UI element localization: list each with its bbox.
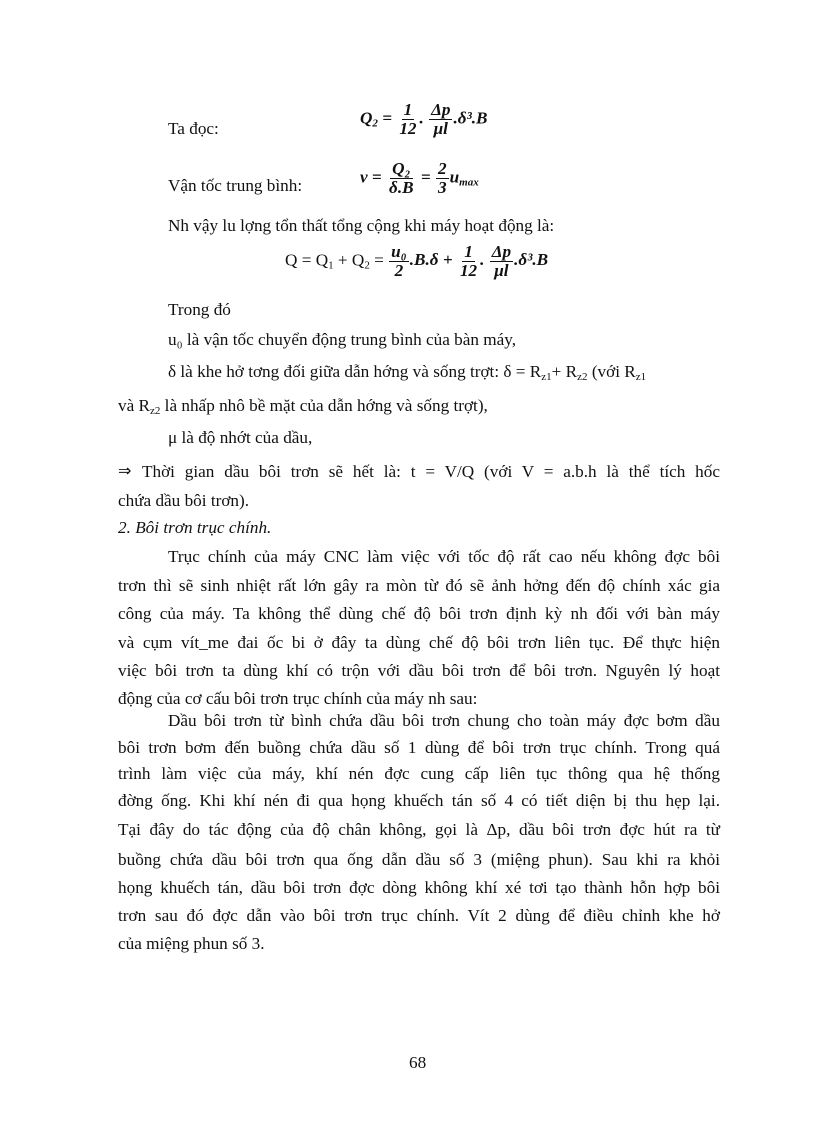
formula3-frac2: $\frac{1}{12}$ xyxy=(459,242,478,280)
p2-line: bôi trơn bơm đến buồng chứa dầu số 1 dùng để bôi trơn trục chính. Trong quá xyxy=(118,738,720,757)
implies-arrow-icon: ⇒ xyxy=(118,461,132,480)
p2-line: trơn sau đó đợc dẫn vào bôi trơn trục chính. Vít 2 dùng để điều chỉnh khe hở xyxy=(118,906,720,925)
p2-line: buồng chứa dầu bôi trơn qua ống dẫn dầu số 3 (miệng phun). Sau khi ra khỏi xyxy=(118,850,720,869)
p2-line: đờng ống. Khi khí nén đi qua họng khuếch tán số 4 có tiết diện bị thu hẹp lại. xyxy=(118,791,720,810)
formula1: $Q_2$ = $\frac{1}{12}$ . $\frac{\Delta p}{\mu l}$ .δ³.B xyxy=(360,100,488,138)
p1-line: Trục chính của máy CNC làm việc với tốc độ rất cao nếu không đợc bôi xyxy=(168,547,720,566)
page-number: 68 xyxy=(409,1053,427,1072)
def-delta-line1: δ là khe hở tơng đối giữa dẫn hớng và sống trợt: $\delta = R_{z1}+ R_{z2}$ (với $R_{z1}$ xyxy=(168,362,647,383)
formula3-frac1: $\frac{\text{u₀}}{2}$ xyxy=(391,242,407,280)
p2-line: họng khuếch tán, dầu bôi trơn đợc dòng không khí xé tơi tạo thành hỗn hợp bôi xyxy=(118,878,720,897)
p1-line: động của cơ cấu bôi trơn trục chính của máy nh sau: xyxy=(118,689,478,708)
formula3-frac3: $\frac{\Delta p}{\mu l}$ xyxy=(491,242,512,280)
formula3: $Q = Q_1 + Q_2$ = $\frac{\text{u₀}}{2}$ .B.δ + $\frac{1}{12}$ . $\frac{\Delta p}{\mu l}$ .δ³.B xyxy=(285,242,549,280)
formula1-frac2: $\frac{\Delta p}{\mu l}$ xyxy=(431,100,451,138)
def-mu: μ là độ nhớt của dầu, xyxy=(168,428,313,447)
formula1-label: Ta đọc: xyxy=(168,119,219,138)
p2-line: Dầu bôi trơn từ bình chứa dầu bôi trơn chung cho toàn máy đợc bơm dầu xyxy=(168,711,720,730)
formula2-frac2: $\frac{2}{3}$ xyxy=(438,159,447,197)
p2-line: Tại đây do tác động của độ chân không, gọi là Δp, dầu bôi trơn đợc hút ra từ xyxy=(118,820,720,839)
p2-line: của miệng phun số 3. xyxy=(118,934,265,953)
formula2-label: Vận tốc trung bình: xyxy=(168,176,303,195)
time-line1: Thời gian dầu bôi trơn sẽ hết là: t = V/Q (với V = a.b.h là thể tích hốc xyxy=(142,462,720,481)
def-delta-line2: và $R_{z2}$ là nhấp nhô bề mặt của dẫn hớng và sống trợt), xyxy=(118,396,488,417)
p1-line: việc bôi trơn ta dùng khí có trộn với dầu bôi trơn để bôi trơn. Nguyên lý hoạt xyxy=(118,661,720,680)
para-intro: Nh vậy lu lợng tổn thất tổng cộng khi máy hoạt động là: xyxy=(168,216,555,235)
formula1-tail: .δ³.B xyxy=(453,108,488,128)
formula1-lhs-sub: 2 xyxy=(372,117,378,130)
p1-line: trơn thì sẽ sinh nhiệt rất lớn gây ra mòn từ đó sẽ ảnh hởng đến độ chính xác gia xyxy=(118,576,720,595)
time-line2: chứa dầu bôi trơn). xyxy=(118,491,250,510)
p2-line: trình làm việc của máy, khí nén đợc cung cấp liên tục thông qua hệ thống xyxy=(118,764,720,783)
trong-do-heading: Trong đó xyxy=(168,300,231,319)
formula1-frac1: $\frac{1}{12}$ xyxy=(399,100,417,138)
p1-line: và cụm vít_me đai ốc bi ở đây ta dùng chế độ bôi trơn liên tục. Để thực hiện xyxy=(118,633,720,652)
p1-line: công của máy. Ta không thể dùng chế độ bôi trơn định kỳ nh đối với bàn máy xyxy=(118,604,720,623)
section-title: 2. Bôi trơn trục chính. xyxy=(118,518,272,537)
formula2: v = $\frac{\text{Q₂}}{\delta.B}$ = $\frac{2}{3}$ $u_{max}$ xyxy=(360,159,479,197)
def-u0: u₀ là vận tốc chuyển động trung bình của bàn máy, xyxy=(168,330,517,349)
formula2-frac1: $\frac{\text{Q₂}}{\delta.B}$ xyxy=(389,159,414,197)
formula1-lhs: Q xyxy=(360,108,373,128)
